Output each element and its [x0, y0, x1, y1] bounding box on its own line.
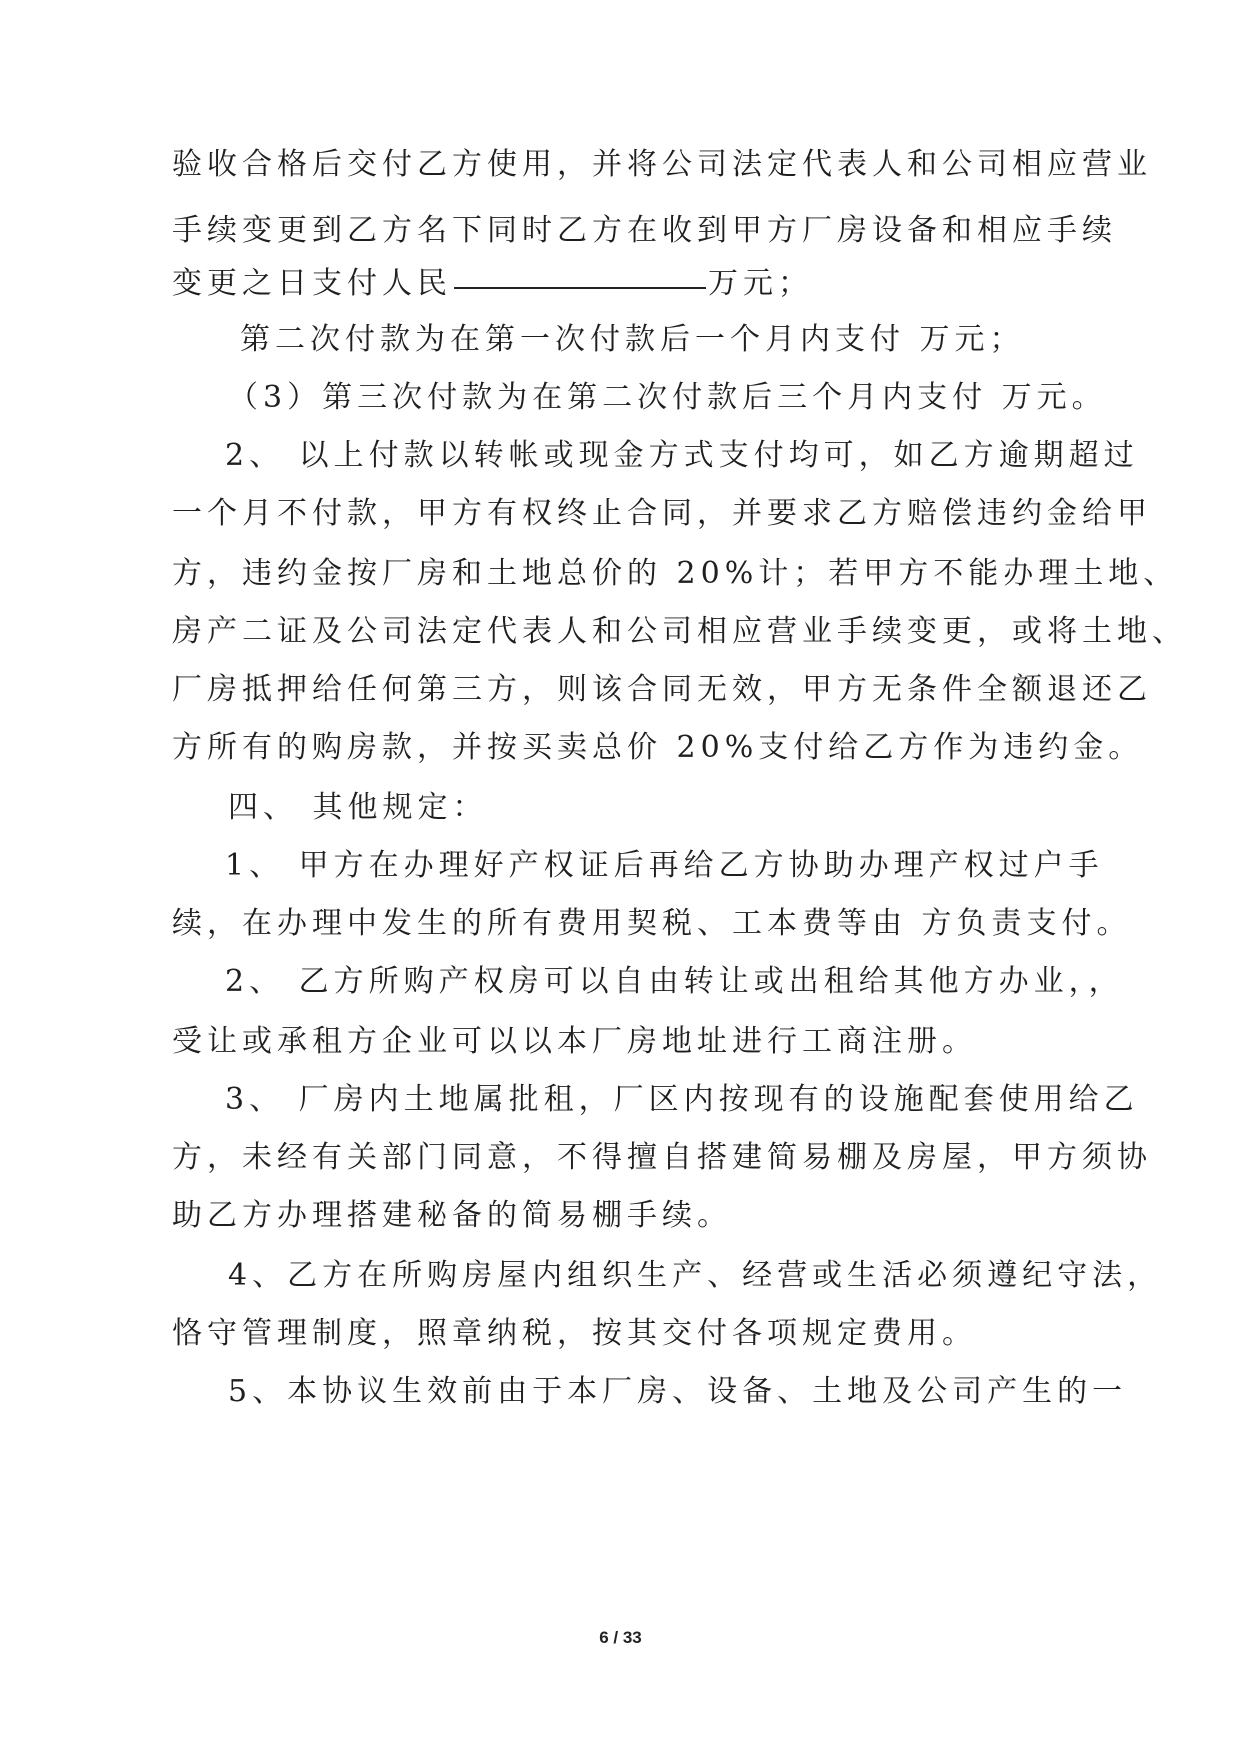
- text-line: （3）第三次付款为在第二次付款后三个月内支付 万元。: [228, 380, 1107, 415]
- text-line: 房产二证及公司法定代表人和公司相应营业手续变更，或将土地、: [172, 614, 1187, 649]
- text-line: 受让或承租方企业可以以本厂房地址进行工商注册。: [172, 1024, 977, 1059]
- text-line: 一个月不付款，甲方有权终止合同，并要求乙方赔偿违约金给甲: [172, 496, 1152, 531]
- text-line: 4、乙方在所购房屋内组织生产、经营或生活必须遵纪守法，: [228, 1258, 1163, 1293]
- text-line: 第二次付款为在第一次付款后一个月内支付 万元；: [240, 322, 1025, 357]
- text-line: 方所有的购房款，并按买卖总价 20%支付给乙方作为违约金。: [172, 730, 1144, 765]
- text-line: 续，在办理中发生的所有费用契税、工本费等由 方负责支付。: [172, 906, 1132, 941]
- text-line: 助乙方办理搭建秘备的简易棚手续。: [172, 1198, 732, 1233]
- text-segment: 万元；: [708, 266, 813, 301]
- text-line: 手续变更到乙方名下同时乙方在收到甲方厂房设备和相应手续: [172, 213, 1117, 248]
- page-number: 6 / 33: [599, 1628, 642, 1647]
- section-heading: 四、 其他规定：: [228, 790, 488, 825]
- text-segment: 变更之日支付人民: [172, 266, 452, 301]
- text-line: 验收合格后交付乙方使用，并将公司法定代表人和公司相应营业: [172, 147, 1152, 182]
- text-line: 2、 以上付款以转帐或现金方式支付均可，如乙方逾期超过: [225, 438, 1139, 473]
- text-line: 3、 厂房内土地属批租，厂区内按现有的设施配套使用给乙: [225, 1082, 1139, 1117]
- text-line: 5、本协议生效前由于本厂房、设备、土地及公司产生的一: [228, 1374, 1128, 1409]
- text-line: 方，未经有关部门同意，不得擅自搭建简易棚及房屋，甲方须协: [172, 1140, 1152, 1175]
- text-line: 恪守管理制度，照章纳税，按其交付各项规定费用。: [172, 1316, 977, 1351]
- text-line: [172, 264, 813, 304]
- text-line: 2、 乙方所购产权房可以自由转让或出租给其他方办业，，: [225, 964, 1124, 999]
- text-line: 厂房抵押给任何第三方，则该合同无效，甲方无条件全额退还乙: [172, 672, 1152, 707]
- fill-in-blank: [454, 287, 706, 289]
- text-line: 1、 甲方在办理好产权证后再给乙方协助办理产权过户手: [225, 848, 1104, 883]
- text-line: 方，违约金按厂房和土地总价的 20%计；若甲方不能办理土地、: [172, 556, 1179, 591]
